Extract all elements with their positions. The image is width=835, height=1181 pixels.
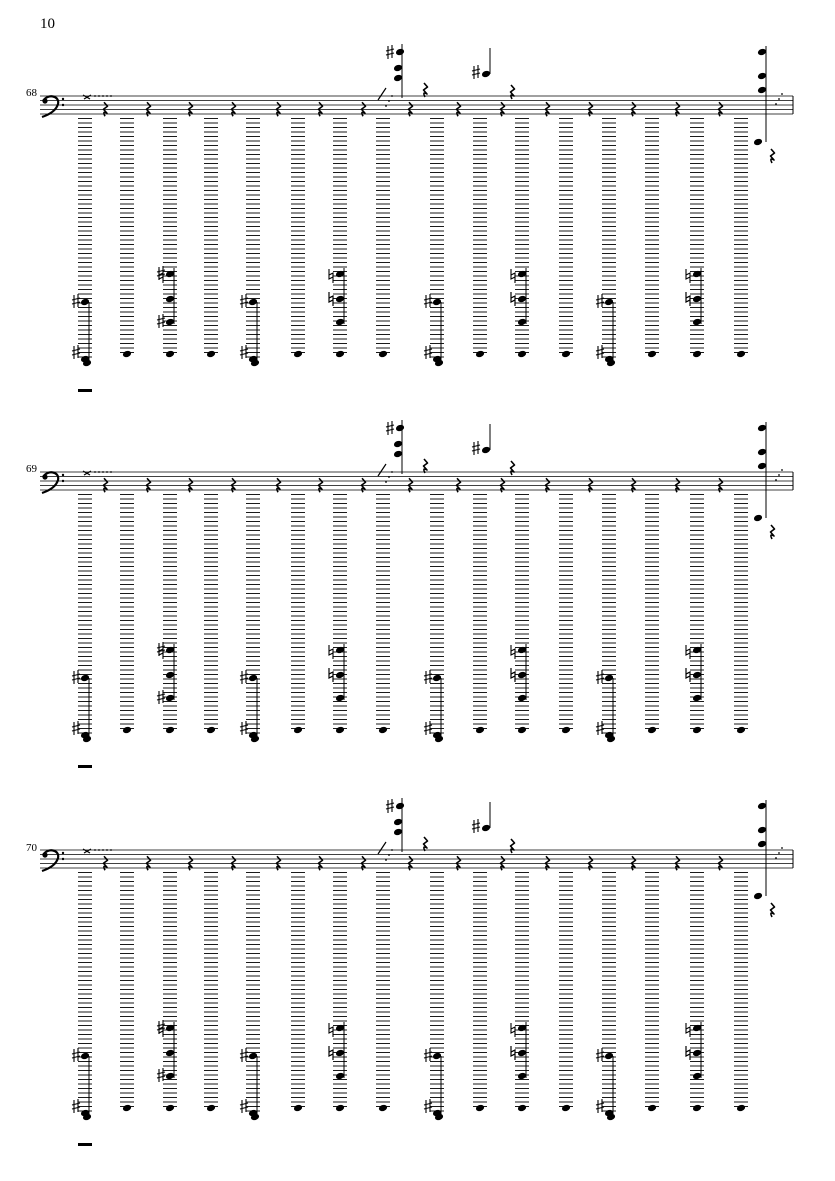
augmentation-dot — [385, 859, 387, 861]
natural-sign — [686, 1046, 690, 1060]
notehead — [432, 674, 442, 683]
notehead — [293, 726, 303, 735]
page-number: 10 — [40, 16, 55, 32]
augmentation-dot — [388, 476, 390, 478]
bass-clef-dot — [62, 98, 64, 100]
augmentation-dot — [781, 847, 783, 849]
notehead — [692, 350, 702, 359]
notehead — [165, 270, 175, 279]
notehead — [517, 1072, 527, 1081]
augmentation-dot — [110, 471, 112, 473]
notehead — [757, 462, 767, 471]
notehead — [165, 1049, 175, 1058]
notehead — [165, 295, 175, 304]
augmentation-dot — [94, 95, 96, 97]
natural-sign — [686, 668, 690, 682]
notehead — [378, 726, 388, 735]
notehead — [432, 298, 442, 307]
notehead — [165, 694, 175, 703]
notehead — [206, 726, 216, 735]
bass-clef-dot — [42, 852, 47, 857]
notehead — [517, 295, 527, 304]
notehead — [561, 1104, 571, 1113]
notehead — [692, 1072, 702, 1081]
notehead — [517, 646, 527, 655]
natural-sign — [686, 292, 690, 306]
natural-sign — [511, 269, 515, 283]
augmentation-dot — [94, 471, 96, 473]
sharp-sign — [596, 670, 604, 684]
augmentation-dot — [94, 849, 96, 851]
notehead — [393, 828, 403, 837]
notehead — [395, 802, 405, 811]
sharp-sign — [240, 294, 248, 308]
sharp-sign — [72, 1048, 80, 1062]
augmentation-dot — [106, 471, 108, 473]
sharp-sign — [72, 670, 80, 684]
notehead — [692, 694, 702, 703]
notehead — [604, 298, 614, 307]
whole-rest — [78, 765, 92, 768]
notehead — [647, 350, 657, 359]
notehead — [475, 1104, 485, 1113]
notehead — [757, 448, 767, 457]
natural-sign — [329, 668, 333, 682]
notehead — [165, 646, 175, 655]
notehead — [378, 350, 388, 359]
augmentation-dot — [385, 481, 387, 483]
notehead — [393, 64, 403, 73]
grace-slash — [378, 88, 386, 100]
notehead — [293, 1104, 303, 1113]
natural-sign — [511, 645, 515, 659]
notehead — [248, 1052, 258, 1061]
notehead — [378, 1104, 388, 1113]
natural-sign — [329, 668, 333, 682]
notehead — [335, 1104, 345, 1113]
notehead — [692, 646, 702, 655]
quarter-rest — [771, 903, 775, 917]
sharp-sign — [386, 421, 394, 435]
augmentation-dot — [781, 469, 783, 471]
augmentation-dot — [775, 857, 777, 859]
sharp-sign — [240, 1048, 248, 1062]
augmentation-dot — [385, 105, 387, 107]
natural-sign — [329, 1023, 333, 1037]
measure-number: 68 — [26, 87, 37, 99]
augmentation-dot — [102, 471, 104, 473]
notehead — [604, 674, 614, 683]
notehead — [122, 350, 132, 359]
measure-number: 70 — [26, 842, 37, 854]
notehead — [432, 1052, 442, 1061]
natural-sign — [329, 292, 333, 306]
notehead — [517, 1104, 527, 1113]
notehead — [293, 350, 303, 359]
notehead — [335, 694, 345, 703]
quarter-rest — [771, 525, 775, 539]
sharp-sign — [596, 294, 604, 308]
notehead — [517, 671, 527, 680]
notehead — [561, 350, 571, 359]
natural-sign — [686, 269, 690, 283]
notehead — [335, 1024, 345, 1033]
notehead — [517, 350, 527, 359]
notehead — [757, 424, 767, 433]
notehead — [517, 1049, 527, 1058]
notehead — [475, 350, 485, 359]
notehead — [80, 674, 90, 683]
notehead — [335, 726, 345, 735]
notehead — [206, 350, 216, 359]
quarter-rest — [511, 461, 515, 475]
sharp-sign — [472, 65, 480, 79]
sharp-sign — [386, 45, 394, 59]
notehead — [692, 270, 702, 279]
notehead — [395, 424, 405, 433]
notehead — [393, 818, 403, 827]
notehead — [335, 671, 345, 680]
bass-clef-dot — [62, 474, 64, 476]
notehead — [122, 726, 132, 735]
quarter-rest — [511, 85, 515, 99]
notehead — [393, 74, 403, 83]
sharp-sign — [472, 441, 480, 455]
notehead — [757, 840, 767, 849]
notehead — [736, 1104, 746, 1113]
notehead — [395, 48, 405, 57]
sharp-sign — [386, 799, 394, 813]
notehead — [757, 86, 767, 95]
notehead — [692, 1049, 702, 1058]
bass-clef-dot — [62, 852, 64, 854]
sharp-sign — [72, 294, 80, 308]
notehead — [736, 350, 746, 359]
notehead — [335, 1049, 345, 1058]
augmentation-dot — [391, 849, 393, 851]
notehead — [165, 350, 175, 359]
notehead — [335, 350, 345, 359]
notehead — [736, 726, 746, 735]
notehead — [757, 48, 767, 57]
augmentation-dot — [98, 95, 100, 97]
notehead — [165, 726, 175, 735]
bass-clef-dot — [62, 104, 64, 106]
natural-sign — [511, 668, 515, 682]
notehead — [517, 270, 527, 279]
notehead — [647, 1104, 657, 1113]
notehead — [517, 726, 527, 735]
notehead — [753, 892, 763, 901]
natural-sign — [686, 1023, 690, 1037]
natural-sign — [329, 1046, 333, 1060]
natural-sign — [511, 1046, 515, 1060]
augmentation-dot — [775, 479, 777, 481]
bass-clef-dot — [42, 98, 47, 103]
bass-clef-dot — [42, 474, 47, 479]
notehead — [757, 802, 767, 811]
augmentation-dot — [778, 474, 780, 476]
notehead — [165, 318, 175, 327]
notehead — [561, 726, 571, 735]
natural-sign — [686, 645, 690, 659]
notehead — [393, 450, 403, 459]
augmentation-dot — [106, 95, 108, 97]
notehead — [647, 726, 657, 735]
notehead — [481, 70, 491, 79]
notehead — [517, 694, 527, 703]
notehead — [248, 298, 258, 307]
natural-sign — [511, 1046, 515, 1060]
sharp-sign — [424, 294, 432, 308]
natural-sign — [329, 269, 333, 283]
notehead — [481, 446, 491, 455]
whole-rest — [78, 1143, 92, 1146]
notehead — [692, 1104, 702, 1113]
notehead — [692, 671, 702, 680]
quarter-rest — [424, 83, 428, 97]
augmentation-dot — [391, 95, 393, 97]
natural-sign — [686, 292, 690, 306]
notehead — [335, 646, 345, 655]
sharp-sign — [424, 1048, 432, 1062]
augmentation-dot — [110, 849, 112, 851]
notehead — [80, 298, 90, 307]
natural-sign — [329, 292, 333, 306]
notehead — [757, 826, 767, 835]
notehead — [165, 1024, 175, 1033]
notehead — [475, 726, 485, 735]
bass-clef-dot — [62, 858, 64, 860]
natural-sign — [686, 668, 690, 682]
natural-sign — [511, 292, 515, 306]
natural-sign — [511, 668, 515, 682]
notehead — [517, 1024, 527, 1033]
notehead — [692, 1024, 702, 1033]
natural-sign — [511, 292, 515, 306]
quarter-rest — [511, 839, 515, 853]
augmentation-dot — [775, 103, 777, 105]
notehead — [335, 295, 345, 304]
notehead — [692, 726, 702, 735]
grace-slash — [378, 842, 386, 854]
augmentation-dot — [98, 471, 100, 473]
notehead — [335, 1072, 345, 1081]
notehead — [335, 270, 345, 279]
augmentation-dot — [778, 98, 780, 100]
notehead — [517, 318, 527, 327]
notehead — [122, 1104, 132, 1113]
natural-sign — [329, 1046, 333, 1060]
notehead — [757, 72, 767, 81]
natural-sign — [686, 1046, 690, 1060]
notehead — [604, 1052, 614, 1061]
bass-clef-dot — [62, 480, 64, 482]
augmentation-dot — [102, 95, 104, 97]
notehead — [753, 514, 763, 523]
grace-slash — [378, 464, 386, 476]
augmentation-dot — [781, 93, 783, 95]
notehead — [481, 824, 491, 833]
notehead — [165, 1072, 175, 1081]
natural-sign — [329, 645, 333, 659]
notehead — [393, 440, 403, 449]
notehead — [165, 1104, 175, 1113]
augmentation-dot — [388, 854, 390, 856]
measure-number: 69 — [26, 463, 37, 475]
augmentation-dot — [110, 95, 112, 97]
quarter-rest — [424, 837, 428, 851]
quarter-rest — [424, 459, 428, 473]
notehead — [165, 671, 175, 680]
notehead — [692, 318, 702, 327]
augmentation-dot — [98, 849, 100, 851]
natural-sign — [511, 1023, 515, 1037]
sharp-sign — [424, 670, 432, 684]
augmentation-dot — [102, 849, 104, 851]
notehead — [80, 1052, 90, 1061]
augmentation-dot — [391, 471, 393, 473]
augmentation-dot — [778, 852, 780, 854]
notehead — [206, 1104, 216, 1113]
whole-rest — [78, 389, 92, 392]
notehead — [692, 295, 702, 304]
augmentation-dot — [106, 849, 108, 851]
quarter-rest — [771, 149, 775, 163]
sharp-sign — [472, 819, 480, 833]
sharp-sign — [596, 1048, 604, 1062]
notehead — [753, 138, 763, 147]
sharp-sign — [240, 670, 248, 684]
notehead — [335, 318, 345, 327]
notehead — [248, 674, 258, 683]
augmentation-dot — [388, 100, 390, 102]
